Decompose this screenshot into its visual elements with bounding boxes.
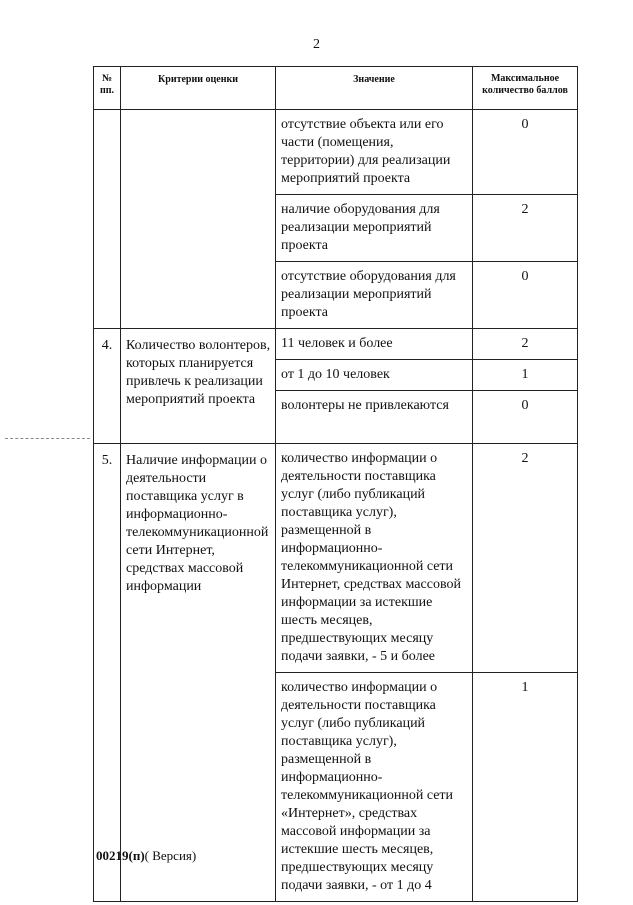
document-version: ( Версия) [144,848,197,863]
row-value: наличие оборудования для реализации мероприятий проекта [276,195,473,262]
header-max-points: Максимальное количество баллов [473,67,578,110]
row-value: волонтеры не привлекаются [276,391,473,444]
table-row [94,329,578,360]
page-number: 2 [313,37,320,52]
row-points: 1 [473,360,578,391]
row-num: 5. [94,444,121,902]
row-value: количество информации о деятельности поставщика услуг (либо публикаций поставщика услуг), размещенной в информационно-телекоммуникационной сети «Интернет», средствах массовой информации за истекшие шесть месяцев, предшествующих месяцу подачи заявки, - от 1 до 4 [276,673,473,902]
row-value: 11 человек и более [276,329,473,360]
row-points: 0 [473,262,578,329]
header-value: Значение [276,67,473,110]
row-value: от 1 до 10 человек [276,360,473,391]
document-footer [96,848,196,864]
document-code: 00219(п) [96,848,145,863]
row-value: количество информации о деятельности поставщика услуг (либо публикаций поставщика услуг), размещенной в информационно-телекоммуникационной сети Интернет, средствах массовой информации за истекшие шесть месяцев, предшествующих месяцу подачи заявки, - 5 и более [276,444,473,673]
row-points: 1 [473,673,578,902]
row-points: 2 [473,195,578,262]
row-points: 2 [473,444,578,673]
row-value: отсутствие объекта или его части (помещения, территории) для реализации мероприятий проекта [276,110,473,195]
row-criteria: Количество волонтеров, которых планируется привлечь к реализации мероприятий проекта [121,329,276,444]
table-row [94,110,578,195]
header-num: № пп. [94,67,121,110]
row-value: отсутствие оборудования для реализации мероприятий проекта [276,262,473,329]
margin-mark [5,438,90,439]
row-points: 0 [473,391,578,444]
row-points: 0 [473,110,578,195]
table-header-row [94,67,578,110]
row-criteria [121,110,276,329]
header-criteria: Критерии оценки [121,67,276,110]
row-num: 4. [94,329,121,444]
row-criteria: Наличие информации о деятельности поставщика услуг в информационно-телекоммуникационной сети Интернет, средствах массовой информации [121,444,276,902]
table-row [94,444,578,673]
criteria-table [93,66,578,902]
row-points: 2 [473,329,578,360]
row-num [94,110,121,329]
